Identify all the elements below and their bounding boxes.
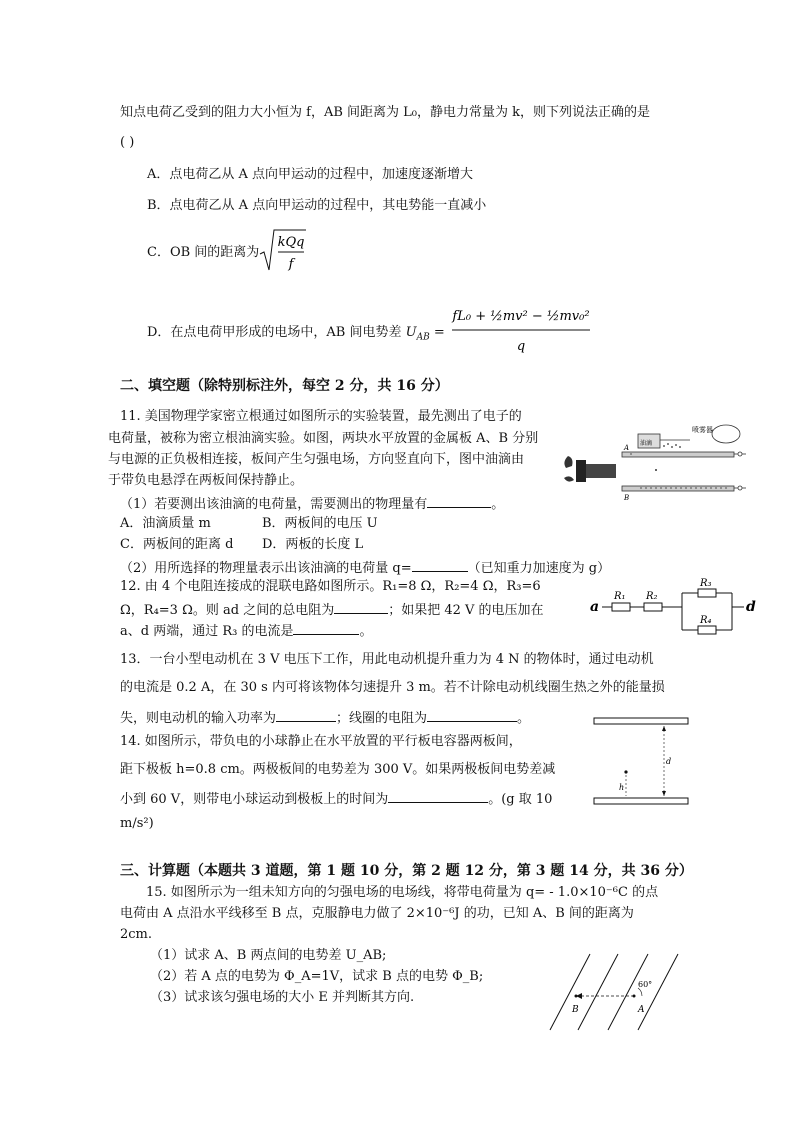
- option-d-fraction: [446, 296, 596, 358]
- section-title-calculation: 三、计算题（本题共 3 道题，第 1 题 10 分，第 2 题 12 分，第 3 题 14 分，共 36 分）: [120, 863, 693, 879]
- circuit-diagram: [586, 576, 762, 640]
- q12-line2-cont: ；如果把 42 V 的电压加在: [388, 603, 544, 618]
- q11-option-b: B．两板间的电压 U: [262, 516, 378, 531]
- question-stem-line: 知点电荷乙受到的阻力大小恒为 f，AB 间距离为 L₀，静电力常量为 k，则下列说法正确的是: [120, 105, 651, 120]
- r4-label: R₄: [700, 615, 712, 626]
- q11-sub2-text: （2）用所选择的物理量表示出该油滴的电荷量 q=: [120, 561, 412, 576]
- q13-line3-end: 。: [517, 711, 531, 726]
- angle-arc: [638, 988, 642, 996]
- option-c-denominator: f: [288, 257, 294, 272]
- q14-line4: m/s²): [120, 816, 154, 831]
- option-d-subscript: AB: [416, 332, 430, 343]
- q11-line1: 11. 美国物理学家密立根通过如图所示的实验装置，最先测出了电子的: [120, 409, 522, 424]
- q15-line2: 电荷由 A 点沿水平线移至 B 点，克服静电力做了 2×10⁻⁶J 的功，已知 A、B 间的距离为: [120, 906, 634, 921]
- q12-line3-text: a、d 两端，通过 R₃ 的电流是: [120, 624, 294, 639]
- q11-sub1-end: 。: [491, 497, 505, 512]
- field-lines-figure: [546, 950, 686, 1034]
- point-b-label: B: [572, 1005, 579, 1015]
- q14-blank1[interactable]: [388, 788, 488, 803]
- angle-label: 60°: [638, 980, 653, 989]
- q13-blank1[interactable]: [276, 707, 336, 722]
- q11-sub2: [120, 557, 610, 578]
- option-d-symbol: U: [405, 325, 417, 340]
- q13-line3-cont: ；线圈的电阻为: [336, 711, 428, 726]
- q11-sub1-text: （1）若要测出该油滴的电荷量，需要测出的物理量有: [120, 497, 428, 512]
- oil-droplet: [655, 469, 657, 471]
- q12-line3-end: 。: [359, 624, 373, 639]
- q12-blank2[interactable]: [293, 620, 359, 635]
- plate-a-label: A: [624, 444, 630, 452]
- field-line: [638, 954, 678, 1030]
- capacitor-figure: [592, 712, 692, 812]
- q15-line3: 2cm.: [120, 927, 153, 942]
- option-c: [147, 244, 259, 262]
- q12-blank1[interactable]: [334, 599, 388, 614]
- q11-option-c: C．两板间的距离 d: [120, 537, 234, 552]
- option-d-numerator: fL₀ + ½mv² − ½mv₀²: [452, 309, 590, 324]
- point-a: [633, 995, 636, 998]
- microscope-tube: [586, 464, 616, 478]
- upper-plate: [594, 718, 688, 724]
- option-d-denominator: q: [516, 339, 526, 354]
- option-c-text: C．OB 间的距离为: [147, 245, 260, 260]
- q13-line3-text: 失，则电动机的输入功率为: [120, 711, 277, 726]
- option-a: A．点电荷乙从 A 点向甲运动的过程中，加速度逐渐增大: [147, 167, 474, 182]
- option-c-numerator: kQq: [277, 235, 305, 250]
- option-c-sqrt-formula: [258, 226, 308, 274]
- option-d-text: D．在点电荷甲形成的电场中，AB 间电势差: [147, 325, 402, 340]
- eyepiece-icon: [564, 456, 572, 468]
- q11-blank1[interactable]: [427, 493, 491, 508]
- option-b: B．点电荷乙从 A 点向甲运动的过程中，其电势能一直减小: [147, 198, 487, 213]
- q14-line3-text: 小到 60 V，则带电小球运动到极板上的时间为: [120, 792, 389, 807]
- resistor-r1: [612, 603, 630, 611]
- q15-sub3: （3）试求该匀强电场的大小 E 并判断其方向.: [150, 990, 415, 1005]
- sprayer-label: 喷雾器: [692, 426, 713, 434]
- q11-sub2-end: （已知重力加速度为 g）: [467, 561, 611, 576]
- plate-b: [622, 486, 734, 491]
- point-a-label: A: [638, 1005, 645, 1015]
- q11-sub1: [120, 493, 504, 514]
- section-title-fill-in: 二、填空题（除特别标注外，每空 2 分，共 16 分）: [120, 378, 449, 394]
- q14-line2: 距下极板 h=0.8 cm。两极板间的电势差为 300 V。如果两极板间电势差减: [120, 762, 556, 777]
- resistor-r2: [644, 603, 662, 611]
- millikan-apparatus-figure: [560, 420, 748, 505]
- charged-ball: [624, 770, 627, 773]
- lower-plate: [594, 798, 688, 804]
- q15-sub2: （2）若 A 点的电势为 Φ_A=1V，试求 B 点的电势 Φ_B;: [150, 969, 484, 984]
- q12-line2: [120, 599, 544, 620]
- distance-d-label: d: [666, 757, 672, 766]
- option-d: D．在点电荷甲形成的电场中，AB 间电势差 $U_{AB}$ =: [147, 325, 445, 343]
- answer-paren: ( ): [120, 135, 135, 150]
- q15-line1: 15. 如图所示为一组未知方向的匀强电场的电场线，将带电荷量为 q= - 1.0×10⁻⁶C 的点: [146, 885, 659, 900]
- terminal-d-label: d: [746, 599, 756, 615]
- oil-label: 油滴: [640, 440, 653, 447]
- q13-line2: 的电流是 0.2 A，在 30 s 内可将该物体匀速提升 3 m。若不计除电动机线圈生热之外的能量损: [120, 680, 665, 695]
- q11-line3: 与电源的正负极相连接，板间产生匀强电场，方向竖直向下，图中油滴由: [108, 452, 525, 467]
- q11-line4: 于带负电悬浮在两板间保持静止。: [108, 473, 304, 488]
- q12-line3: [120, 620, 373, 641]
- r3-label: R₃: [700, 578, 712, 589]
- plate-a: [622, 452, 734, 457]
- q11-option-a: A．油滴质量 m: [120, 516, 211, 531]
- q11-option-d: D．两板的长度 L: [262, 537, 364, 552]
- q13-line3: [120, 707, 530, 728]
- point-b: [575, 995, 578, 998]
- q14-line3: [120, 788, 552, 809]
- q11-line2: 电荷量，被称为密立根油滴实验。如图，两块水平放置的金属板 A、B 分别: [108, 431, 539, 446]
- field-line: [608, 954, 648, 1030]
- plate-b-label: B: [624, 494, 630, 502]
- q11-blank2[interactable]: [412, 557, 468, 572]
- q14-line1: 14. 如图所示，带负电的小球静止在水平放置的平行板电容器两板间，: [120, 734, 522, 749]
- q14-line3-end: 。(g 取 10: [488, 792, 553, 807]
- q12-line2-text: Ω，R₄=3 Ω。则 ad 之间的总电阻为: [120, 603, 335, 618]
- resistor-r4: [698, 626, 716, 634]
- q15-sub1: （1）试求 A、B 两点间的电势差 U_AB;: [150, 948, 387, 963]
- height-h-label: h: [619, 783, 625, 792]
- resistor-r3: [698, 589, 716, 597]
- r2-label: R₂: [646, 591, 658, 602]
- q13-line1: 13．一台小型电动机在 3 V 电压下工作，用此电动机提升重力为 4 N 的物体时，通过电动机: [120, 652, 654, 667]
- q12-line1: 12. 由 4 个电阻连接成的混联电路如图所示。R₁=8 Ω，R₂=4 Ω，R₃=6: [120, 579, 541, 594]
- terminal-a-label: a: [590, 599, 600, 615]
- sprayer-bulb-icon: [712, 425, 740, 443]
- q13-blank2[interactable]: [427, 707, 517, 722]
- r1-label: R₁: [614, 591, 626, 602]
